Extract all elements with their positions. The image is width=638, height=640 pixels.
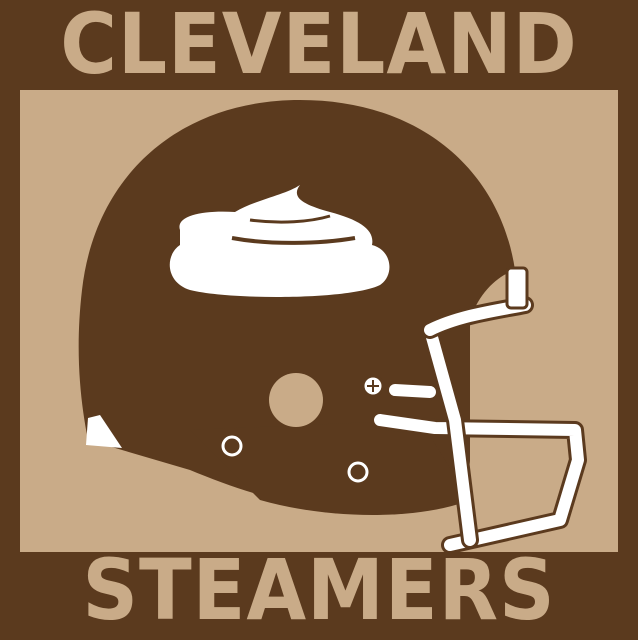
helmet-clip: [507, 268, 527, 308]
helmet-screw-icon: [363, 376, 383, 396]
logo-title-bottom: STEAMERS: [82, 541, 556, 639]
helmet-vent-hole: [223, 437, 241, 455]
helmet-ear-hole: [269, 373, 323, 427]
helmet-vent-hole: [349, 463, 367, 481]
logo-title-top: CLEVELAND: [60, 0, 578, 93]
